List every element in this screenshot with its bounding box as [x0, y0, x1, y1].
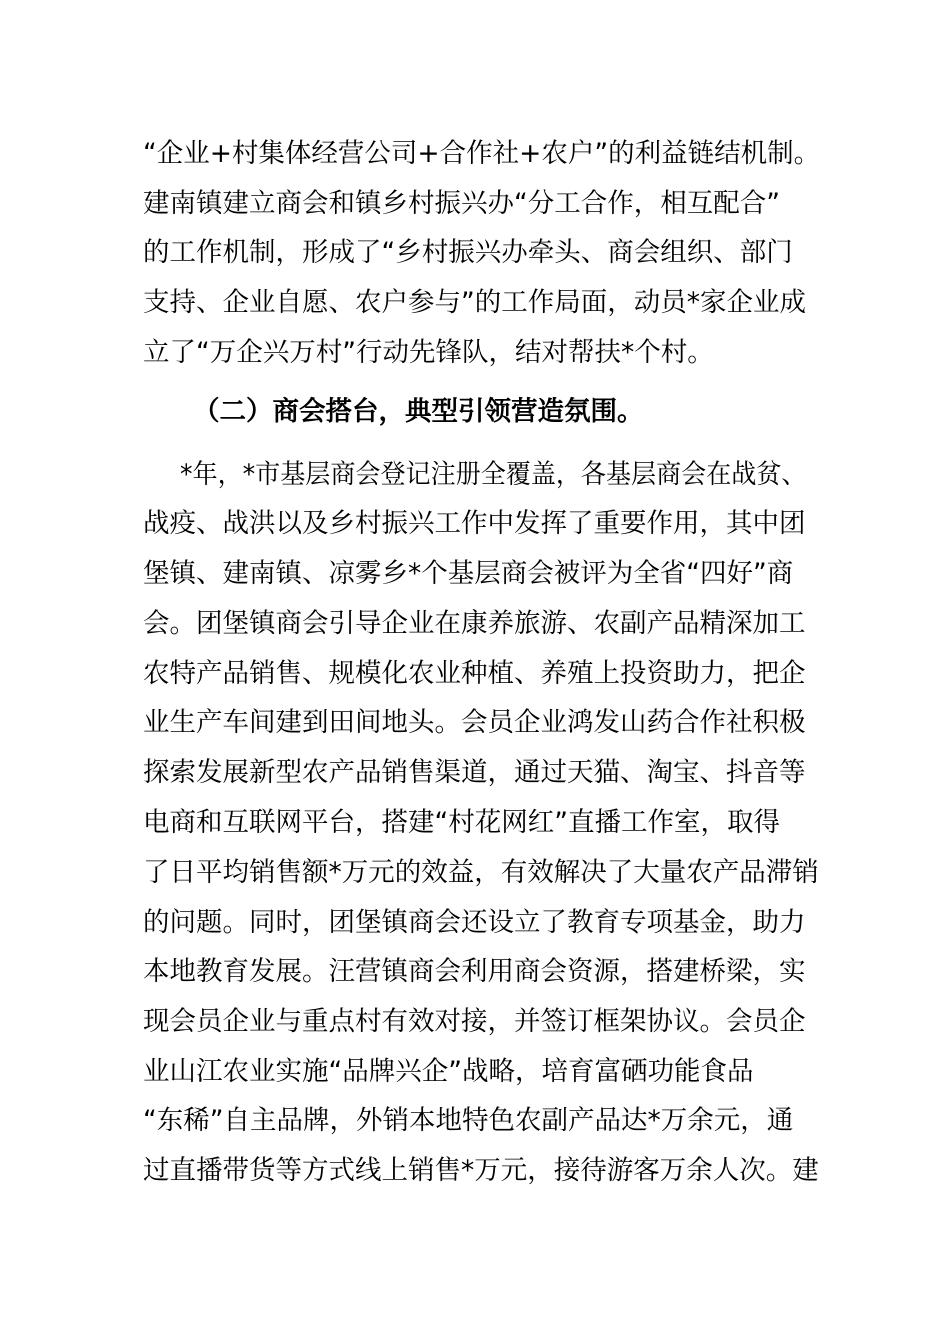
paragraph-2-line-9: 了日平均销售额*万元的效益，有效解决了大量农产品滞销 — [143, 857, 819, 888]
paragraph-2-line-12: 现会员企业与重点村有效对接，并签订框架协议。会员企 — [143, 1006, 806, 1037]
paragraph-2-line-7: 探索发展新型农产品销售渠道，通过天猫、淘宝、抖音等 — [143, 757, 806, 788]
paragraph-2-line-15: 过直播带货等方式线上销售*万元，接待游客万余人次。建 — [143, 1155, 819, 1186]
paragraph-1-line-4: 支持、企业自愿、农户参与”的工作局面，动员*家企业成 — [143, 287, 806, 318]
paragraph-2-line-5: 农特产品销售、规模化农业种植、养殖上投资助力，把企 — [143, 658, 806, 689]
paragraph-1-line-2: 建南镇建立商会和镇乡村振兴办“分工合作，相互配合” — [143, 188, 780, 219]
paragraph-1-line-1: “企业+村集体经营公司+合作社+农户”的利益链结机制。 — [143, 138, 821, 169]
paragraph-2-line-8: 电商和互联网平台，搭建“村花网红”直播工作室，取得 — [143, 807, 780, 838]
paragraph-1-line-3: 的工作机制，形成了“乡村振兴办牵头、商会组织、部门 — [143, 237, 793, 268]
paragraph-2-line-13: 业山江农业实施“品牌兴企”战略，培育富硒功能食品 — [143, 1056, 754, 1087]
paragraph-2-line-11: 本地教育发展。汪营镇商会利用商会资源，搭建桥梁，实 — [143, 956, 806, 987]
paragraph-2-line-14: “东稀”自主品牌，外销本地特色农副产品达*万余元，通 — [143, 1105, 794, 1136]
section-heading: （二）商会搭台，典型引领营造氛围。 — [193, 396, 644, 427]
paragraph-2-line-4: 会。团堡镇商会引导企业在康养旅游、农副产品精深加工 — [143, 608, 806, 639]
paragraph-2-line-6: 业生产车间建到田间地头。会员企业鸿发山药合作社积极 — [143, 707, 806, 738]
paragraph-2-line-1: *年，*市基层商会登记注册全覆盖，各基层商会在战贫、 — [180, 459, 807, 490]
paragraph-2-line-3: 堡镇、建南镇、凉雾乡*个基层商会被评为全省“四好”商 — [143, 558, 794, 589]
paragraph-2-line-2: 战疫、战洪以及乡村振兴工作中发挥了重要作用，其中团 — [143, 508, 806, 539]
paragraph-1-line-5: 立了“万企兴万村”行动先锋队，结对帮扶*个村。 — [143, 337, 714, 368]
paragraph-2-line-10: 的问题。同时，团堡镇商会还设立了教育专项基金，助力 — [143, 907, 806, 938]
